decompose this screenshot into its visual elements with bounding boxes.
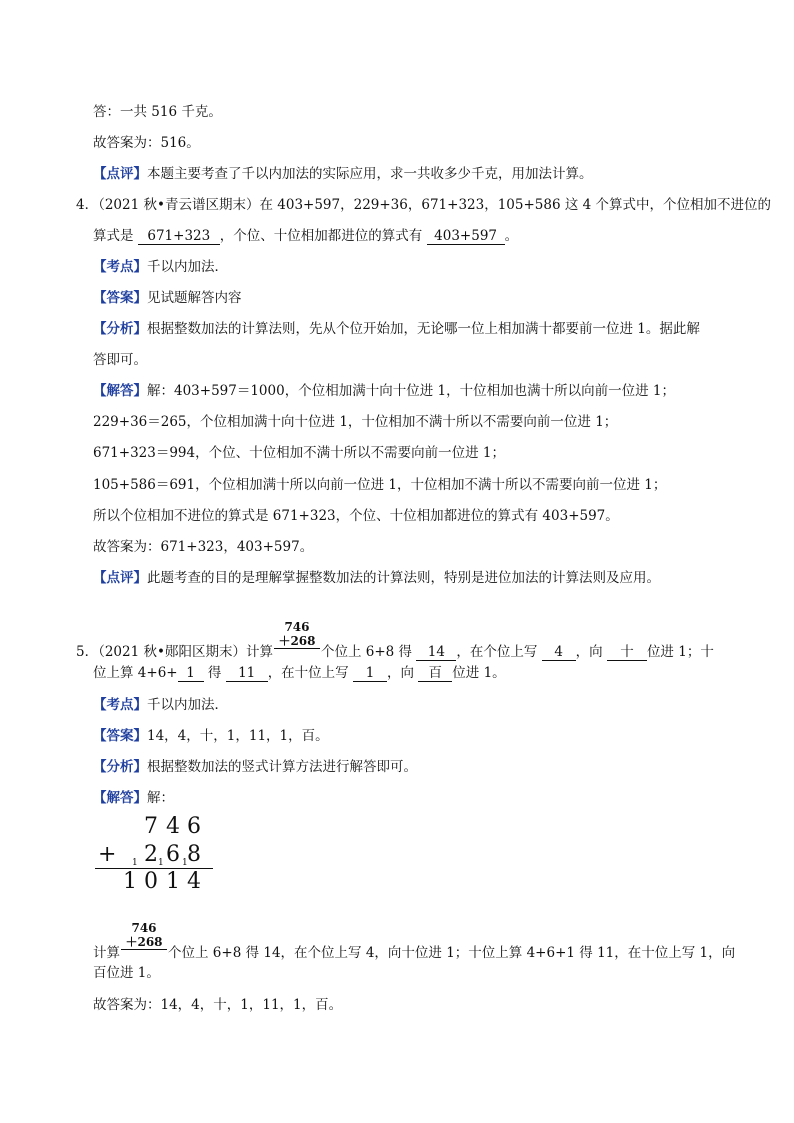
daan-text: 见试题解答内容 (147, 290, 242, 306)
explanation-text: 计算 (93, 945, 120, 961)
q4-jieda-line-5: 所以个位相加不进位的算式是 671+323，个位、十位相加都进位的算式有 403+597。 (93, 508, 619, 524)
carry-ones: 1 (182, 858, 188, 868)
answer-blank-6: 1 (353, 665, 387, 682)
review-tag: 【点评】 (93, 166, 147, 182)
sum-tens: 1 (166, 869, 180, 894)
q5-fenxi (93, 758, 417, 776)
q4-stem-line-2 (93, 227, 518, 245)
q4-kaodian (93, 258, 228, 276)
carry-hundreds: 1 (132, 858, 138, 868)
review-text: 此题考查的目的是理解掌握整数加法的计算法则，特别是进位加法的计算法则及应用。 (147, 570, 660, 586)
q5-explanation-line-2: 百位进 1。 (93, 965, 160, 981)
explanation-text: 个位上 6+8 得 14，在个位上写 4，向十位进 1；十位上算 4+6+1 得 11，在十位上写 1，向 (168, 945, 736, 961)
addend-1-tens: 4 (166, 814, 180, 839)
q4-jieda-line-3: 671+323＝994，个位、十位相加不满十所以不需要向前一位进 1； (93, 445, 505, 461)
q4-fenxi-cont: 答即可。 (93, 352, 147, 368)
vertical-expression (274, 620, 320, 662)
q5-jieda (93, 789, 174, 807)
vertical-expression (121, 921, 167, 963)
daan-text: 14，4，十，1，11，1，百。 (147, 728, 329, 744)
expression-bottom: ＋268 (121, 935, 167, 950)
question-stem: 位进 1；十 (646, 644, 714, 660)
daan-tag: 【答案】 (93, 290, 147, 306)
kaodian-tag: 【考点】 (93, 697, 147, 713)
q5-stem-line-2 (93, 664, 506, 682)
question-number: 4． (76, 197, 99, 213)
addend-1-ones: 6 (187, 814, 201, 839)
q4-daan (93, 289, 242, 307)
review-tag: 【点评】 (93, 570, 147, 586)
jieda-text: 解： (147, 790, 174, 806)
review-text: 本题主要考查了千以内加法的实际应用，求一共收多少千克，用加法计算。 (147, 166, 593, 182)
fenxi-tag: 【分析】 (93, 321, 147, 337)
question-stem: 得 (207, 665, 222, 681)
q4-final-answer: 故答案为：671+323，403+597。 (93, 539, 314, 555)
q4-stem-line-1 (76, 196, 771, 214)
jieda-tag: 【解答】 (93, 383, 147, 399)
expression-top: 746 (131, 921, 157, 935)
carry-tens: 1 (158, 858, 164, 868)
answer-blank-4: 1 (178, 665, 204, 682)
jieda-tag: 【解答】 (93, 790, 147, 806)
answer-blank-3: 十 (607, 644, 647, 661)
fenxi-tag: 【分析】 (93, 759, 147, 775)
addend-1-hundreds: 7 (144, 814, 158, 839)
daan-tag: 【答案】 (93, 728, 147, 744)
question-number: 5． (76, 644, 99, 660)
question-stem: ，个位、十位相加都进位的算式有 (219, 228, 423, 244)
q5-final-answer: 故答案为：14，4，十，1，11，1，百。 (93, 997, 343, 1013)
answer-blank-1: 14 (416, 644, 456, 661)
answer-blank-2: 403+597 (427, 228, 505, 245)
question-stem: ，在十位上写 (267, 665, 349, 681)
addend-2-ones: 8 (187, 842, 201, 867)
answer-blank-5: 11 (226, 665, 268, 682)
q4-jieda-line-4: 105+586＝691，个位相加满十所以向前一位进 1，十位相加不满十所以不需要向前一位进 1； (93, 477, 667, 493)
sum-ones: 4 (187, 869, 201, 894)
fenxi-text: 根据整数加法的竖式计算方法进行解答即可。 (147, 759, 417, 775)
plus-sign: + (98, 842, 117, 867)
question-stem: 个位上 6+8 得 (320, 644, 413, 660)
q5-daan (93, 727, 329, 745)
question-stem: 。 (504, 228, 519, 244)
kaodian-tag: 【考点】 (93, 259, 147, 275)
answer-blank-7: 百 (418, 665, 452, 682)
jieda-text: 解：403+597＝1000，个位相加满十向十位进 1，十位相加也满十所以向前一位进 1； (147, 383, 675, 399)
q4-fenxi (93, 320, 700, 338)
q5-explanation-line-1 (93, 921, 736, 963)
q5-stem-line-1 (76, 620, 714, 662)
kaodian-text: 千以内加法． (147, 259, 228, 275)
q4-jieda-line-2: 229+36＝265，个位相加满十向十位进 1，十位相加不满十所以不需要向前一位进 1； (93, 414, 618, 430)
fenxi-text: 根据整数加法的计算法则，先从个位开始加，无论哪一位上相加满十都要前一位进 1。据此解 (147, 321, 700, 337)
question-source: （2021 秋•郧阳区期末） (98, 644, 246, 660)
answer-blank-1: 671+323 (138, 228, 220, 245)
question-stem: 位进 1。 (452, 665, 506, 681)
question-stem: 在 403+597，229+36，671+323，105+586 这 4 个算式中，个位相加不进位的 (259, 197, 772, 213)
q3-review (93, 165, 593, 183)
question-stem: ，向 (575, 644, 603, 660)
question-stem: 算式是 (93, 228, 134, 244)
answer-blank-2: 4 (542, 644, 576, 661)
addend-2-hundreds: 2 (144, 842, 158, 867)
question-stem: ，向 (386, 665, 414, 681)
question-stem: ，在个位上写 (456, 644, 538, 660)
addend-2-tens: 6 (166, 842, 180, 867)
q4-review (93, 569, 660, 587)
kaodian-text: 千以内加法． (147, 697, 228, 713)
q5-kaodian (93, 696, 228, 714)
q3-final-answer: 故答案为：516。 (93, 135, 200, 151)
question-source: （2021 秋•青云谱区期末） (98, 197, 260, 213)
question-stem: 位上算 4+6+ (93, 665, 178, 681)
q3-answer-line: 答：一共 516 千克。 (93, 104, 222, 120)
expression-bottom: ＋268 (274, 634, 320, 649)
expression-top: 746 (284, 620, 310, 634)
q4-jieda (93, 382, 675, 400)
sum-hundreds: 0 (144, 869, 158, 894)
question-stem: 计算 (245, 644, 273, 660)
sum-thousands: 1 (123, 869, 137, 894)
